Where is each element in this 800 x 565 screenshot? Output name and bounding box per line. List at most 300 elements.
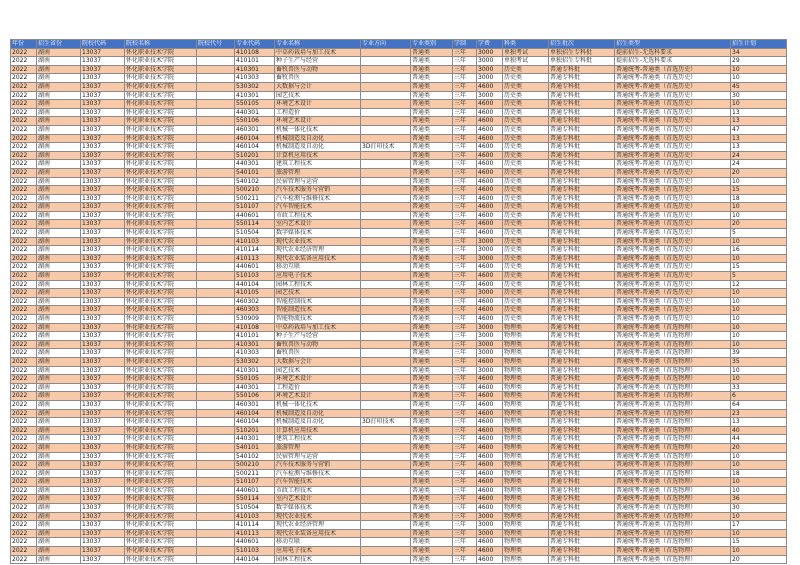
table-cell — [361, 357, 411, 366]
table-cell — [361, 48, 411, 57]
table-row — [11, 186, 787, 195]
table-cell: 410101 — [235, 57, 275, 66]
table-cell: 历史类 — [503, 306, 549, 315]
table-cell: 3000 — [477, 340, 503, 349]
table-row — [11, 177, 787, 186]
table-cell: 4600 — [477, 134, 503, 143]
table-cell: 普通统考-普通类（首选物理） — [615, 409, 731, 418]
table-cell: 2022 — [11, 435, 37, 444]
table-cell: 普通统考-普通类（首选历史） — [615, 229, 731, 238]
table-cell: 普通类 — [411, 340, 453, 349]
table-cell: 13 — [731, 143, 787, 152]
table-cell: 环境艺术设计 — [275, 375, 361, 384]
table-cell: 普通专科批 — [549, 194, 615, 203]
table-cell: 13037 — [81, 263, 125, 272]
table-cell: 2022 — [11, 469, 37, 478]
table-cell: 13037 — [81, 306, 125, 315]
table-cell — [197, 186, 235, 195]
table-cell: 4600 — [477, 409, 503, 418]
table-cell: 怀化职业技术学院 — [125, 254, 197, 263]
table-cell: 460104 — [235, 134, 275, 143]
table-cell: 怀化职业技术学院 — [125, 91, 197, 100]
table-cell: 普通专科批 — [549, 400, 615, 409]
table-cell: 普通专科批 — [549, 186, 615, 195]
table-cell: 13 — [731, 134, 787, 143]
table-cell: 历史类 — [503, 237, 549, 246]
table-cell: 普通专科批 — [549, 375, 615, 384]
table-cell: 普通类 — [411, 246, 453, 255]
table-cell: 普通专科批 — [549, 418, 615, 427]
table-cell: 怀化职业技术学院 — [125, 306, 197, 315]
table-cell — [197, 143, 235, 152]
table-cell — [361, 74, 411, 83]
table-cell: 普通类 — [411, 220, 453, 229]
table-cell: 13037 — [81, 177, 125, 186]
table-row — [11, 340, 787, 349]
table-row — [11, 315, 787, 324]
table-row — [11, 203, 787, 212]
table-cell: 2022 — [11, 340, 37, 349]
table-cell: 普通类 — [411, 211, 453, 220]
table-cell: 历史类 — [503, 254, 549, 263]
table-cell: 历史类 — [503, 280, 549, 289]
table-cell: 三年 — [453, 375, 477, 384]
table-cell: 410303 — [235, 349, 275, 358]
table-cell: 410303 — [235, 74, 275, 83]
table-cell: 普通类 — [411, 82, 453, 91]
table-cell: 普通统考-普通类（首选物理） — [615, 512, 731, 521]
table-cell: 三年 — [453, 65, 477, 74]
table-row — [11, 547, 787, 556]
table-row — [11, 57, 787, 66]
table-cell: 500211 — [235, 194, 275, 203]
table-cell — [197, 392, 235, 401]
table-cell: 历史类 — [503, 100, 549, 109]
table-cell: 10 — [731, 211, 787, 220]
table-cell: 4600 — [477, 392, 503, 401]
table-cell: 普通类 — [411, 134, 453, 143]
table-cell: 普通统考-普通类（首选历史） — [615, 177, 731, 186]
table-cell: 三年 — [453, 349, 477, 358]
table-cell: 三年 — [453, 435, 477, 444]
table-cell: 怀化职业技术学院 — [125, 117, 197, 126]
table-cell: 物理类 — [503, 400, 549, 409]
table-cell: 510103 — [235, 547, 275, 556]
table-cell: 湖南 — [37, 435, 81, 444]
table-cell: 4600 — [477, 168, 503, 177]
table-cell: 三年 — [453, 177, 477, 186]
table-cell: 33 — [731, 383, 787, 392]
table-row — [11, 400, 787, 409]
table-cell: 4600 — [477, 100, 503, 109]
table-cell: 怀化职业技术学院 — [125, 134, 197, 143]
table-cell — [197, 108, 235, 117]
table-cell: 440301 — [235, 435, 275, 444]
table-cell — [197, 426, 235, 435]
table-row — [11, 306, 787, 315]
table-cell: 13037 — [81, 375, 125, 384]
table-cell — [361, 57, 411, 66]
table-cell: 怀化职业技术学院 — [125, 323, 197, 332]
table-cell: 34 — [731, 48, 787, 57]
column-header: 专业类别 — [411, 40, 453, 49]
table-cell: 民宿管理与运营 — [275, 452, 361, 461]
table-cell: 普通类 — [411, 521, 453, 530]
table-cell — [361, 194, 411, 203]
table-cell: 三年 — [453, 478, 477, 487]
table-cell: 智能控制技术 — [275, 297, 361, 306]
table-cell — [361, 375, 411, 384]
table-cell: 普通专科批 — [549, 469, 615, 478]
table-cell: 单独招生专科批 — [549, 57, 615, 66]
table-cell: 普通统考-普通类（首选物理） — [615, 486, 731, 495]
table-cell: 2022 — [11, 486, 37, 495]
table-cell: 普通统考-普通类（首选物理） — [615, 547, 731, 556]
table-cell: 13037 — [81, 469, 125, 478]
table-row — [11, 211, 787, 220]
table-cell — [361, 246, 411, 255]
table-cell: 数字媒体技术 — [275, 229, 361, 238]
table-cell — [197, 512, 235, 521]
table-cell — [197, 349, 235, 358]
table-cell — [197, 229, 235, 238]
table-cell — [197, 297, 235, 306]
table-cell: 建筑工程技术 — [275, 160, 361, 169]
table-cell — [361, 409, 411, 418]
table-cell: 室内艺术设计 — [275, 220, 361, 229]
table-cell: 410103 — [235, 512, 275, 521]
table-cell: 3000 — [477, 254, 503, 263]
table-cell: 三年 — [453, 297, 477, 306]
table-row — [11, 246, 787, 255]
table-cell: 湖南 — [37, 357, 81, 366]
table-cell: 440601 — [235, 538, 275, 547]
table-cell: 460301 — [235, 125, 275, 134]
table-cell: 普通专科批 — [549, 461, 615, 470]
table-cell: 普通类 — [411, 349, 453, 358]
table-cell: 园艺技术 — [275, 289, 361, 298]
table-cell — [361, 125, 411, 134]
table-cell: 普通类 — [411, 529, 453, 538]
table-cell — [361, 512, 411, 521]
table-row — [11, 529, 787, 538]
table-cell: 怀化职业技术学院 — [125, 108, 197, 117]
table-cell: 汽车技术服务与营销 — [275, 186, 361, 195]
table-cell — [361, 529, 411, 538]
table-cell: 10 — [731, 297, 787, 306]
table-cell: 怀化职业技术学院 — [125, 461, 197, 470]
table-cell — [197, 65, 235, 74]
table-cell — [361, 65, 411, 74]
table-cell: 怀化职业技术学院 — [125, 82, 197, 91]
table-cell: 2022 — [11, 289, 37, 298]
table-cell: 物理类 — [503, 323, 549, 332]
table-cell: 普通统考-普通类（首选历史） — [615, 289, 731, 298]
table-cell: 湖南 — [37, 134, 81, 143]
table-cell: 13037 — [81, 220, 125, 229]
table-cell — [361, 443, 411, 452]
table-cell: 怀化职业技术学院 — [125, 229, 197, 238]
table-cell: 普通统考-普通类（首选历史） — [615, 272, 731, 281]
table-cell: 旅游管理 — [275, 443, 361, 452]
table-cell: 历史类 — [503, 297, 549, 306]
table-cell: 13037 — [81, 512, 125, 521]
table-cell: 建筑工程技术 — [275, 435, 361, 444]
table-cell: 普通专科批 — [549, 289, 615, 298]
table-cell: 怀化职业技术学院 — [125, 177, 197, 186]
table-cell — [361, 117, 411, 126]
table-cell: 历史类 — [503, 168, 549, 177]
table-cell: 4600 — [477, 272, 503, 281]
table-cell — [361, 168, 411, 177]
table-cell: 13037 — [81, 254, 125, 263]
table-row — [11, 168, 787, 177]
table-cell: 10 — [731, 323, 787, 332]
table-cell: 4600 — [477, 297, 503, 306]
table-cell: 历史类 — [503, 125, 549, 134]
table-header-row — [11, 40, 787, 49]
table-cell: 3000 — [477, 57, 503, 66]
table-cell: 三年 — [453, 538, 477, 547]
table-cell: 历史类 — [503, 246, 549, 255]
table-cell: 普通统考-普通类（首选物理） — [615, 478, 731, 487]
table-cell: 普通统考-普通类（首选物理） — [615, 443, 731, 452]
table-cell: 湖南 — [37, 529, 81, 538]
table-cell: 47 — [731, 125, 787, 134]
table-cell: 4600 — [477, 315, 503, 324]
table-cell: 17 — [731, 521, 787, 530]
table-cell: 湖南 — [37, 74, 81, 83]
table-cell: 45 — [731, 82, 787, 91]
table-cell: 湖南 — [37, 315, 81, 324]
table-cell: 普通专科批 — [549, 125, 615, 134]
table-cell: 园林工程技术 — [275, 555, 361, 564]
table-cell: 4600 — [477, 504, 503, 513]
table-cell: 普通专科批 — [549, 392, 615, 401]
table-cell: 18 — [731, 469, 787, 478]
table-cell: 普通专科批 — [549, 91, 615, 100]
table-cell — [197, 340, 235, 349]
table-cell: 10 — [731, 340, 787, 349]
table-cell: 2022 — [11, 82, 37, 91]
table-row — [11, 100, 787, 109]
table-cell: 单独考试 — [503, 57, 549, 66]
table-cell: 普通统考-普通类（首选历史） — [615, 203, 731, 212]
table-cell: 3000 — [477, 48, 503, 57]
table-cell: 怀化职业技术学院 — [125, 426, 197, 435]
table-cell — [197, 289, 235, 298]
table-cell: 5 — [731, 272, 787, 281]
table-cell: 普通专科批 — [549, 555, 615, 564]
table-cell: 物理类 — [503, 452, 549, 461]
table-cell: 2022 — [11, 529, 37, 538]
table-cell — [361, 91, 411, 100]
table-cell: 怀化职业技术学院 — [125, 263, 197, 272]
table-cell: 2022 — [11, 168, 37, 177]
table-cell: 现代农业装备应用技术 — [275, 529, 361, 538]
table-cell: 13037 — [81, 461, 125, 470]
table-cell: 20 — [731, 443, 787, 452]
table-cell: 13037 — [81, 418, 125, 427]
table-cell: 普通统考-普通类（首选物理） — [615, 469, 731, 478]
table-cell: 畜牧兽医与动物 — [275, 65, 361, 74]
table-cell: 三年 — [453, 151, 477, 160]
table-cell: 13037 — [81, 383, 125, 392]
table-cell — [361, 538, 411, 547]
table-cell: 普通专科批 — [549, 478, 615, 487]
table-cell — [197, 435, 235, 444]
table-cell: 历史类 — [503, 186, 549, 195]
table-cell: 3000 — [477, 323, 503, 332]
table-cell: 三年 — [453, 194, 477, 203]
table-row — [11, 151, 787, 160]
column-header: 院校代号 — [197, 40, 235, 49]
table-cell: 物理类 — [503, 349, 549, 358]
table-cell — [197, 547, 235, 556]
table-cell: 30 — [731, 91, 787, 100]
table-cell: 440301 — [235, 160, 275, 169]
table-cell: 13037 — [81, 108, 125, 117]
table-cell: 500210 — [235, 186, 275, 195]
table-cell: 湖南 — [37, 289, 81, 298]
table-cell: 三年 — [453, 57, 477, 66]
table-cell — [197, 134, 235, 143]
table-cell — [361, 203, 411, 212]
table-cell: 29 — [731, 57, 787, 66]
table-cell: 4600 — [477, 435, 503, 444]
table-cell: 2022 — [11, 297, 37, 306]
table-cell: 旅游管理 — [275, 168, 361, 177]
table-row — [11, 332, 787, 341]
table-cell: 普通类 — [411, 254, 453, 263]
table-cell: 13037 — [81, 478, 125, 487]
table-cell: 湖南 — [37, 504, 81, 513]
table-row — [11, 383, 787, 392]
table-cell: 10 — [731, 512, 787, 521]
table-cell: 10 — [731, 289, 787, 298]
table-cell: 物理类 — [503, 426, 549, 435]
table-cell: 2022 — [11, 426, 37, 435]
table-cell: 中草药栽培与加工技术 — [275, 323, 361, 332]
table-cell: 普通专科批 — [549, 117, 615, 126]
table-cell: 园艺技术 — [275, 91, 361, 100]
table-cell — [197, 409, 235, 418]
table-cell: 460104 — [235, 418, 275, 427]
table-cell: 13037 — [81, 538, 125, 547]
table-cell: 历史类 — [503, 272, 549, 281]
table-cell: 13037 — [81, 323, 125, 332]
table-cell: 普通专科批 — [549, 452, 615, 461]
table-cell: 普通类 — [411, 332, 453, 341]
table-cell: 历史类 — [503, 263, 549, 272]
table-cell: 13037 — [81, 426, 125, 435]
table-row — [11, 495, 787, 504]
table-cell: 普通统考-普通类（首选物理） — [615, 529, 731, 538]
table-cell — [361, 272, 411, 281]
table-cell: 510504 — [235, 504, 275, 513]
table-cell: 3000 — [477, 91, 503, 100]
table-cell: 普通类 — [411, 366, 453, 375]
table-cell: 普通类 — [411, 57, 453, 66]
table-cell: 2022 — [11, 186, 37, 195]
table-cell: 三年 — [453, 289, 477, 298]
table-cell: 怀化职业技术学院 — [125, 375, 197, 384]
table-cell: 三年 — [453, 521, 477, 530]
table-cell: 普通统考-普通类（首选历史） — [615, 297, 731, 306]
table-cell: 普通类 — [411, 203, 453, 212]
table-cell: 2022 — [11, 538, 37, 547]
table-row — [11, 74, 787, 83]
table-cell: 湖南 — [37, 57, 81, 66]
table-cell: 4600 — [477, 263, 503, 272]
table-cell: 普通专科批 — [549, 443, 615, 452]
table-cell: 普通类 — [411, 48, 453, 57]
table-cell: 普通专科批 — [549, 211, 615, 220]
table-cell: 历史类 — [503, 194, 549, 203]
column-header: 专业代码 — [235, 40, 275, 49]
table-cell: 湖南 — [37, 400, 81, 409]
table-cell: 普通统考-普通类（首选物理） — [615, 426, 731, 435]
table-row — [11, 555, 787, 564]
table-cell: 2022 — [11, 203, 37, 212]
table-cell: 550105 — [235, 375, 275, 384]
table-cell — [361, 555, 411, 564]
table-cell: 历史类 — [503, 315, 549, 324]
table-cell: 普通类 — [411, 151, 453, 160]
table-cell: 普通类 — [411, 100, 453, 109]
table-cell: 怀化职业技术学院 — [125, 538, 197, 547]
table-cell: 普通专科批 — [549, 280, 615, 289]
table-cell: 3000 — [477, 521, 503, 530]
table-row — [11, 48, 787, 57]
table-cell — [197, 57, 235, 66]
column-header: 院校名称 — [125, 40, 197, 49]
table-row — [11, 366, 787, 375]
table-cell: 普通专科批 — [549, 521, 615, 530]
table-cell: 提前招生-无选科要求 — [615, 57, 731, 66]
column-header: 科类 — [503, 40, 549, 49]
table-cell: 2022 — [11, 400, 37, 409]
table-cell: 三年 — [453, 400, 477, 409]
table-cell: 三年 — [453, 426, 477, 435]
table-cell: 普通统考-普通类（首选物理） — [615, 375, 731, 384]
table-cell: 普通类 — [411, 512, 453, 521]
table-cell: 湖南 — [37, 521, 81, 530]
table-cell: 2022 — [11, 125, 37, 134]
table-cell: 3000 — [477, 246, 503, 255]
table-cell: 湖南 — [37, 229, 81, 238]
table-cell: 普通类 — [411, 469, 453, 478]
table-cell: 工程造价 — [275, 108, 361, 117]
table-cell: 2022 — [11, 409, 37, 418]
table-cell: 410301 — [235, 340, 275, 349]
table-cell: 3000 — [477, 349, 503, 358]
table-cell: 13037 — [81, 134, 125, 143]
table-cell: 13037 — [81, 237, 125, 246]
table-cell: 怀化职业技术学院 — [125, 57, 197, 66]
table-cell — [361, 478, 411, 487]
table-cell: 2022 — [11, 254, 37, 263]
table-cell: 460303 — [235, 306, 275, 315]
table-cell: 湖南 — [37, 82, 81, 91]
table-cell — [197, 383, 235, 392]
table-cell: 怀化职业技术学院 — [125, 186, 197, 195]
table-cell: 普通专科批 — [549, 340, 615, 349]
table-cell: 普通类 — [411, 357, 453, 366]
table-cell: 普通专科批 — [549, 538, 615, 547]
table-cell: 湖南 — [37, 203, 81, 212]
table-cell: 普通统考-普通类（首选历史） — [615, 263, 731, 272]
